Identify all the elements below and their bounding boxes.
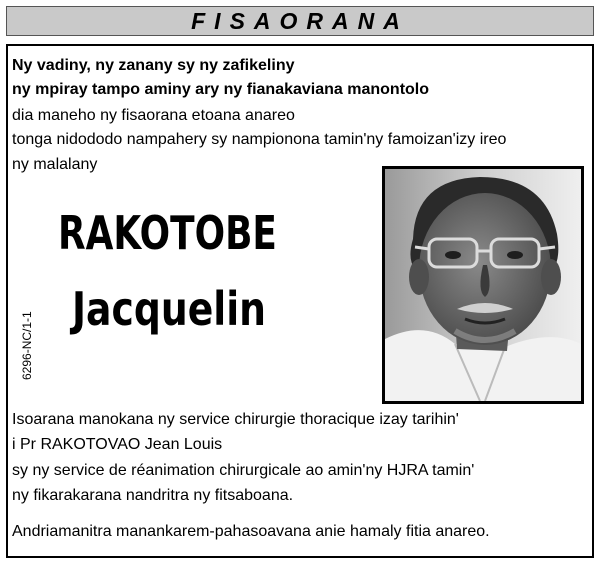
portrait-photo-icon xyxy=(385,169,581,401)
thanks-line-2: i Pr RAKOTOVAO Jean Louis xyxy=(12,436,223,453)
reference-code: 6296-NC/1-1 xyxy=(20,311,34,380)
thanks-line-3: sy ny service de réanimation chirurgicale ao amin'ny HJRA tamin' xyxy=(12,462,475,479)
intro-line-3: dia maneho ny fisaorana etoana anareo xyxy=(12,107,295,124)
intro-line-2: ny mpiray tampo aminy ary ny fianakaviana manontolo xyxy=(12,81,430,98)
portrait-photo xyxy=(382,166,584,404)
closing-line: Andriamanitra manankarem-pahasoavana anie hamaly fitia anareo. xyxy=(12,523,490,540)
thanks-line-4: ny fikarakarana nandritra ny fitsaboana. xyxy=(12,487,294,504)
thanks-line-1: Isoarana manokana ny service chirurgie thoracique izay tarihin' xyxy=(12,411,459,428)
deceased-surname: RAKOTOBE xyxy=(58,206,277,260)
header-title: FISAORANA xyxy=(191,7,409,34)
header-banner xyxy=(6,6,594,36)
intro-line-4: tonga nidododo nampahery sy nampionona tamin'ny famoizan'izy ireo xyxy=(12,131,507,148)
deceased-given-name: Jacquelin xyxy=(72,282,267,336)
intro-line-5: ny malalany xyxy=(12,156,98,173)
intro-line-1: Ny vadiny, ny zanany sy ny zafikeliny xyxy=(12,57,295,74)
